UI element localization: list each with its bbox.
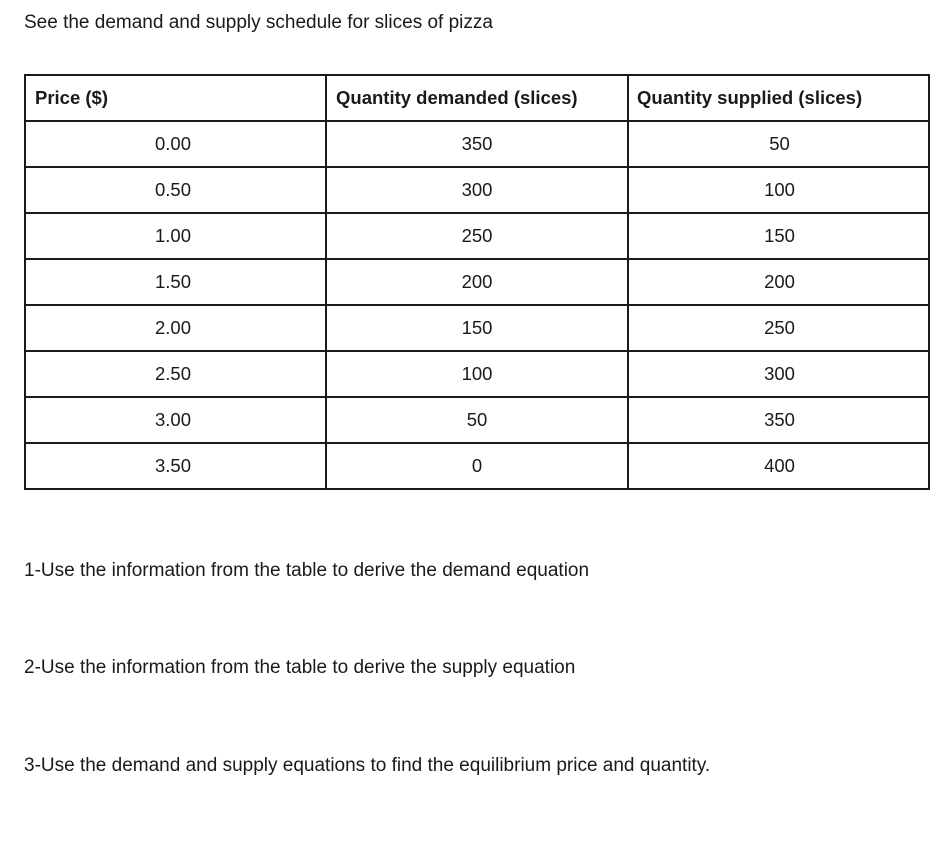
table-row: [25, 305, 929, 351]
quantity-supplied-cell: 300: [628, 351, 929, 397]
table-row: [25, 121, 929, 167]
table-row: [25, 351, 929, 397]
quantity-supplied-cell: 250: [628, 305, 929, 351]
quantity-supplied-cell: 150: [628, 213, 929, 259]
table-row: [25, 167, 929, 213]
quantity-demanded-cell: 0: [326, 443, 628, 489]
table-row: [25, 443, 929, 489]
quantity-supplied-cell: 50: [628, 121, 929, 167]
quantity-supplied-cell: 400: [628, 443, 929, 489]
price-cell: 1.00: [25, 213, 326, 259]
quantity-demanded-cell: 50: [326, 397, 628, 443]
quantity-demanded-cell: 200: [326, 259, 628, 305]
price-cell: 0.00: [25, 121, 326, 167]
table-row: [25, 213, 929, 259]
question-2: 2-Use the information from the table to derive the supply equation: [24, 657, 576, 678]
quantity-demanded-cell: 250: [326, 213, 628, 259]
demand-supply-table: [24, 74, 930, 490]
question-3: 3-Use the demand and supply equations to find the equilibrium price and quantity.: [24, 755, 711, 776]
table-header-row: [25, 75, 929, 121]
price-cell: 3.00: [25, 397, 326, 443]
question-1: 1-Use the information from the table to derive the demand equation: [24, 560, 590, 581]
quantity-demanded-cell: 150: [326, 305, 628, 351]
quantity-supplied-cell: 100: [628, 167, 929, 213]
price-cell: 3.50: [25, 443, 326, 489]
table-row: [25, 397, 929, 443]
price-column-header: Price ($): [25, 75, 326, 121]
price-cell: 0.50: [25, 167, 326, 213]
quantity-supplied-column-header: Quantity supplied (slices): [628, 75, 929, 121]
quantity-demanded-column-header: Quantity demanded (slices): [326, 75, 628, 121]
quantity-demanded-cell: 300: [326, 167, 628, 213]
table-row: [25, 259, 929, 305]
intro-text: See the demand and supply schedule for slices of pizza: [24, 12, 493, 33]
quantity-supplied-cell: 200: [628, 259, 929, 305]
quantity-demanded-cell: 100: [326, 351, 628, 397]
quantity-demanded-cell: 350: [326, 121, 628, 167]
quantity-supplied-cell: 350: [628, 397, 929, 443]
price-cell: 2.50: [25, 351, 326, 397]
price-cell: 1.50: [25, 259, 326, 305]
price-cell: 2.00: [25, 305, 326, 351]
